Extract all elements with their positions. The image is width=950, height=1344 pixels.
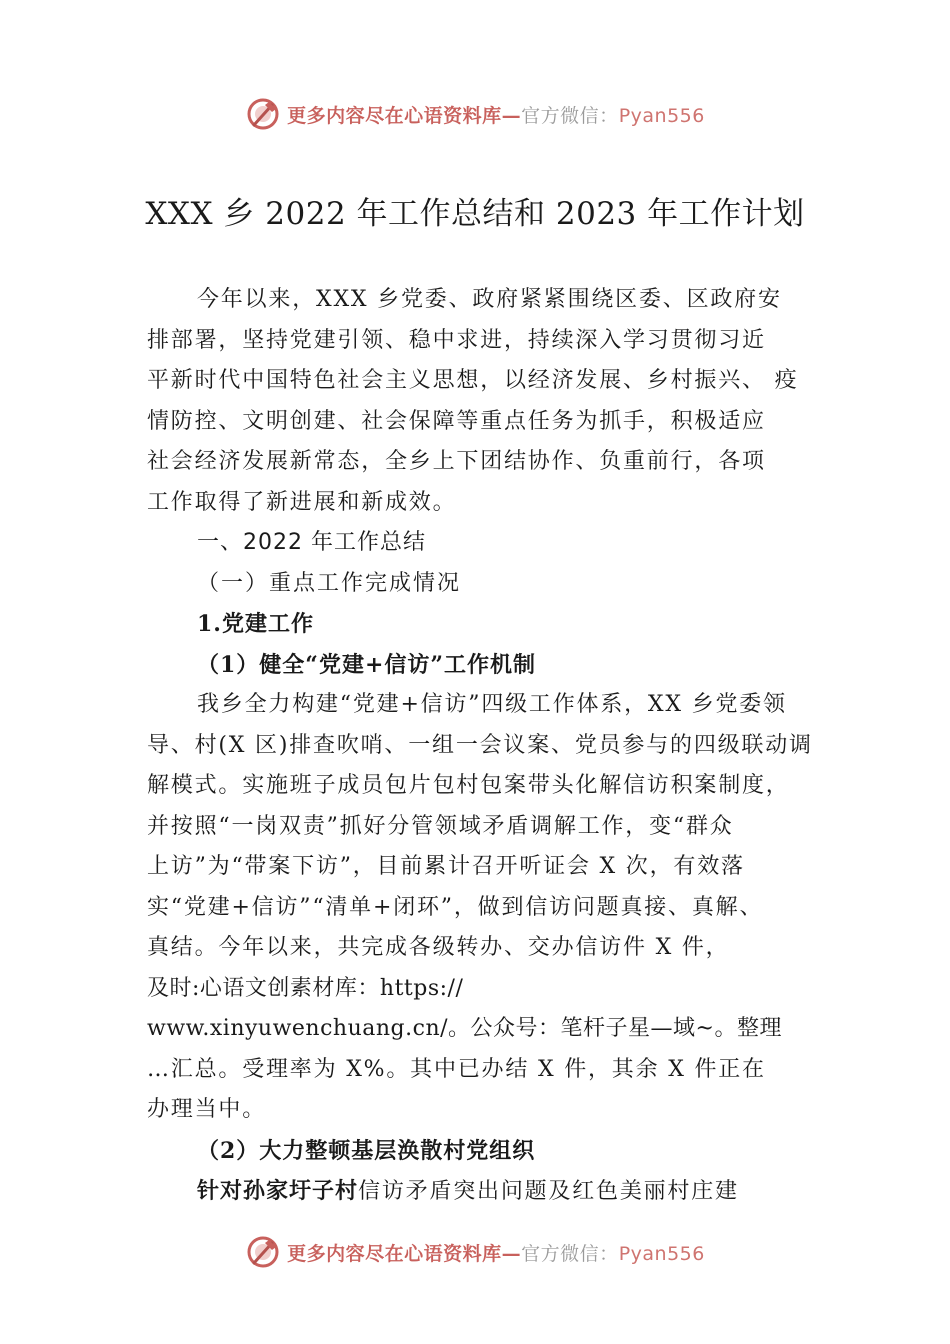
paragraph-line: 情防控、文明创建、社会保障等重点任务为抓手，积极适应 bbox=[147, 408, 766, 434]
watermark-banner-bottom bbox=[0, 1232, 950, 1272]
section-heading: 一、2022 年工作总结 bbox=[197, 530, 426, 555]
paragraph-text: 信访矛盾突出问题及红色美丽村庄建 bbox=[358, 1179, 739, 1204]
paragraph-line: 上访”为“带案下访”，目前累计召开听证会 X 次，有效落 bbox=[147, 854, 745, 879]
paragraph-line: 今年以来，XXX 乡党委、政府紧紧围绕区委、区政府安 bbox=[197, 287, 782, 312]
paragraph-line: 平新时代中国特色社会主义思想，以经济发展、乡村振兴、 疫 bbox=[147, 368, 799, 393]
paragraph-line: 解模式。实施班子成员包片包村包案带头化解信访积案制度， bbox=[147, 773, 790, 798]
item-heading: （2）大力整顿基层涣散村党组织 bbox=[197, 1137, 536, 1164]
paragraph-line: 工作取得了新进展和新成效。 bbox=[147, 489, 457, 515]
paragraph-line: 并按照“一岗双责”抓好分管领域矛盾调解工作，变“群众 bbox=[147, 813, 734, 839]
village-name: 针对孙家圩子村 bbox=[197, 1178, 359, 1204]
paragraph-line: 我乡全力构建“党建+信访”四级工作体系，XX 乡党委领 bbox=[197, 692, 787, 717]
paragraph-line: 及时:心语文创素材库：https:// bbox=[147, 975, 464, 1001]
topic-heading: 1.党建工作 bbox=[197, 611, 314, 637]
watermark-text: 更多内容尽在心语资料库—官方微信：Pyan556 bbox=[287, 1242, 705, 1265]
paragraph-line: 排部署，坚持党建引领、稳中求进，持续深入学习贯彻习近 bbox=[147, 327, 766, 353]
pen-logo-icon bbox=[245, 96, 281, 132]
subsection-heading: （一）重点工作完成情况 bbox=[197, 570, 462, 596]
watermark-text: 更多内容尽在心语资料库—官方微信：Pyan556 bbox=[287, 104, 705, 127]
document-body bbox=[147, 280, 827, 1212]
paragraph-line bbox=[147, 1171, 827, 1212]
paragraph-line: 导、村(X 区)排查吹哨、一组一会议案、党员参与的四级联动调 bbox=[147, 732, 813, 758]
paragraph-line: 真结。今年以来，共完成各级转办、交办信访件 X 件， bbox=[147, 935, 730, 960]
document-title: XXX 乡 2022 年工作总结和 2023 年工作计划 bbox=[145, 196, 805, 232]
paragraph-line: 社会经济发展新常态，全乡上下团结协作、负重前行，各项 bbox=[147, 449, 766, 474]
paragraph-line: 实“党建+信访”“清单+闭环”，做到信访问题真接、真解、 bbox=[147, 894, 764, 920]
paragraph-line: 办理当中。 bbox=[147, 1097, 267, 1122]
pen-logo-icon bbox=[245, 1234, 281, 1270]
paragraph-line: …汇总。受理率为 X%。其中已办结 X 件，其余 X 件正在 bbox=[147, 1056, 766, 1082]
watermark-banner-top bbox=[0, 94, 950, 134]
paragraph-line: www.xinyuwenchuang.cn/。公众号：笔杆子星—域~。整理 bbox=[147, 1016, 782, 1041]
item-heading: （1）健全“党建+信访”工作机制 bbox=[197, 651, 537, 678]
